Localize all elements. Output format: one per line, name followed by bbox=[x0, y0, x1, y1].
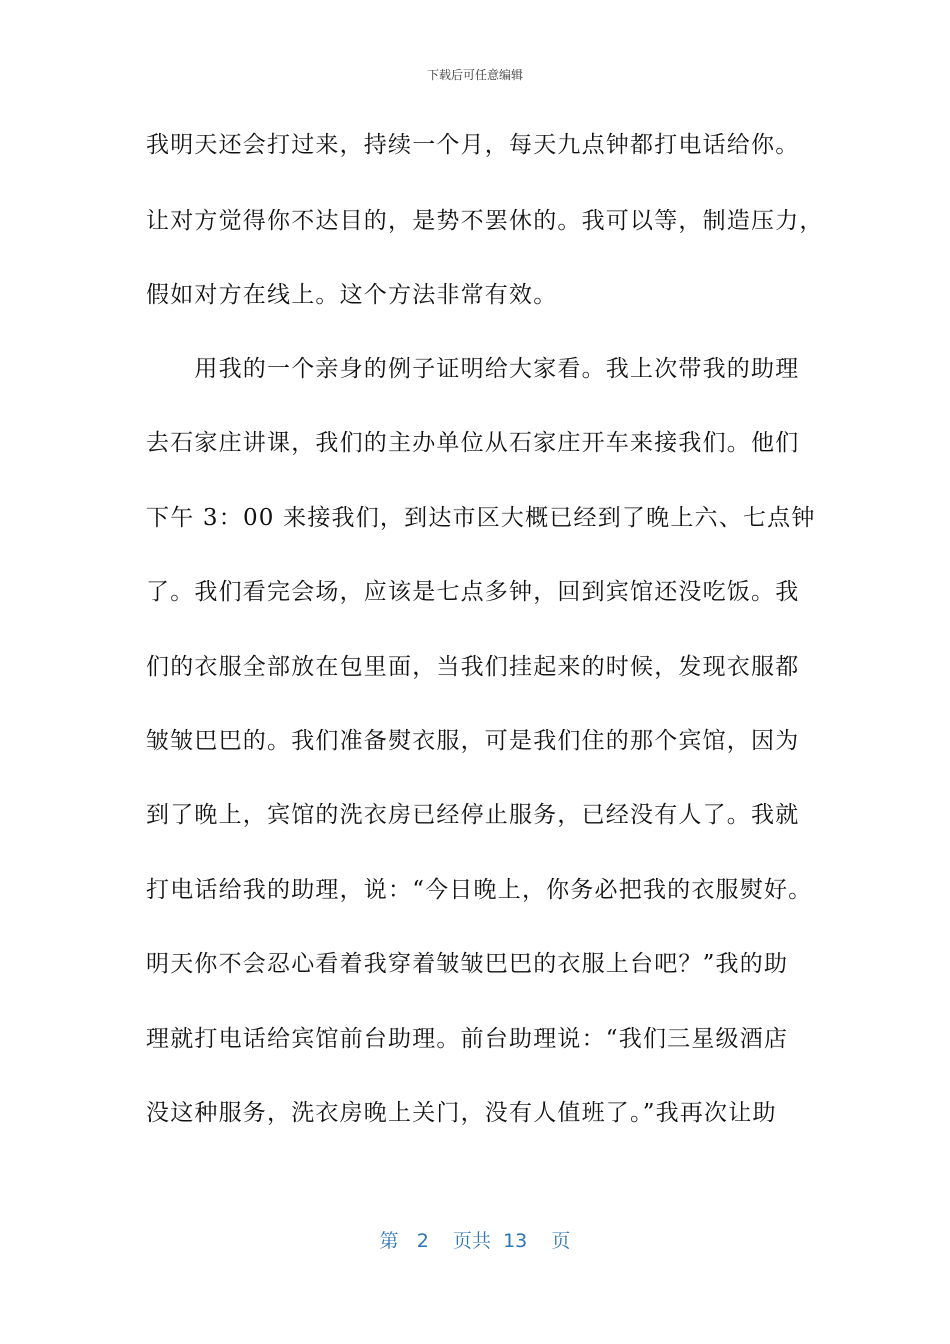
page-number-middle: 页共 bbox=[452, 1230, 491, 1252]
body-line-12: 明天你不会忍心看着我穿着皱皱巴巴的衣服上台吧？”我的助 bbox=[146, 951, 789, 977]
body-line-11: 打电话给我的助理，说：“今日晚上，你务必把我的衣服熨好。 bbox=[146, 877, 813, 903]
body-line-6: 下午 3：00 来接我们，到达市区大概已经到了晚上六、七点钟 bbox=[146, 505, 816, 531]
current-page-number: 2 bbox=[416, 1230, 429, 1252]
body-line-1: 我明天还会打过来，持续一个月，每天九点钟都打电话给你。 bbox=[146, 132, 800, 158]
body-line-2: 让对方觉得你不达目的，是势不罢休的。我可以等，制造压力， bbox=[146, 208, 824, 234]
body-line-5: 去石家庄讲课，我们的主办单位从石家庄开车来接我们。他们 bbox=[146, 430, 800, 456]
body-line-10: 到了晚上，宾馆的洗衣房已经停止服务，已经没有人了。我就 bbox=[146, 802, 800, 828]
page-number-prefix: 第 bbox=[379, 1230, 399, 1252]
total-pages-number: 13 bbox=[503, 1230, 528, 1252]
page-number-suffix: 页 bbox=[551, 1230, 571, 1252]
body-line-3: 假如对方在线上。这个方法非常有效。 bbox=[146, 282, 558, 308]
body-line-13: 理就打电话给宾馆前台助理。前台助理说：“我们三星级酒店 bbox=[146, 1026, 789, 1052]
body-line-8: 们的衣服全部放在包里面，当我们挂起来的时候，发现衣服都 bbox=[146, 654, 800, 680]
body-line-7: 了。我们看完会场，应该是七点多钟，回到宾馆还没吃饭。我 bbox=[146, 579, 800, 605]
body-line-9: 皱皱巴巴的。我们准备熨衣服，可是我们住的那个宾馆，因为 bbox=[146, 728, 800, 754]
body-line-14: 没这种服务，洗衣房晚上关门，没有人值班了。”我再次让助 bbox=[146, 1100, 777, 1126]
page-header: 下载后可任意编辑 bbox=[426, 68, 523, 82]
body-line-4: 用我的一个亲身的例子证明给大家看。我上次带我的助理 bbox=[146, 356, 800, 382]
page-footer bbox=[0, 1226, 950, 1253]
